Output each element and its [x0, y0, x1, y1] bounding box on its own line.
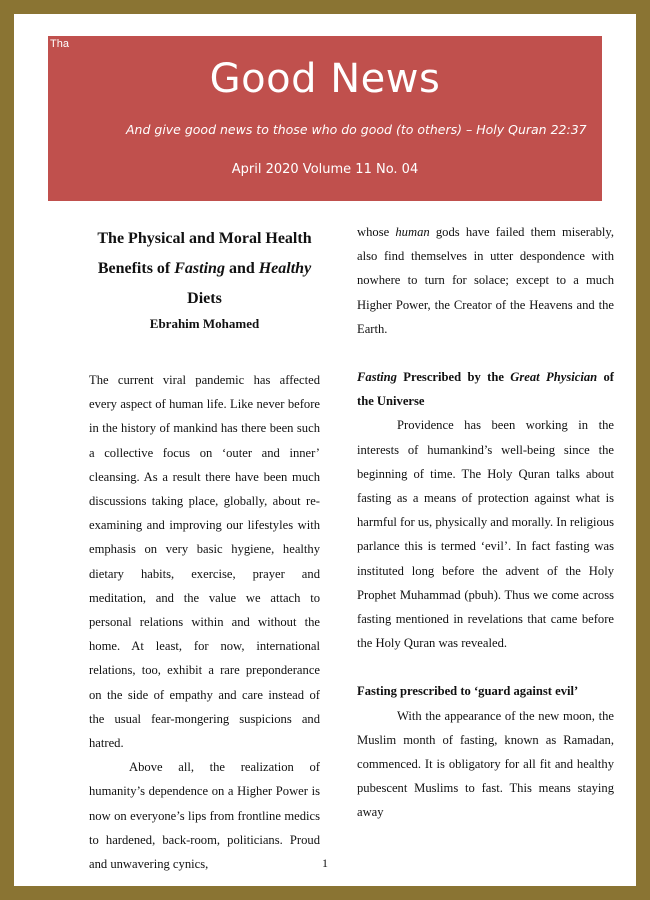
page-number: 1	[322, 856, 328, 870]
paragraph-2: Above all, the realization of humanity’s dependence on a Higher Power is now on everyone’s lips from frontline medics to hardened, back-room, politicians. Proud and unwavering cynics,	[89, 760, 320, 872]
article-author: Ebrahim Mohamed	[149, 316, 260, 331]
section-heading-guard-against-evil: Fasting prescribed to ‘guard against evil’	[357, 684, 579, 699]
masthead-quote: And give good news to those who do good (to others) – Holy Quran 22:37	[126, 122, 587, 137]
paragraph-1: The current viral pandemic has affected every aspect of human life. Like never before in the history of mankind has there been such a collective focus on ‘outer and inner’ cleansing. As a result there have been much discussions taking place, globally, about re-examining and improving our lifestyles with emphasis on very basic hygiene, healthy dietary habits, exercise, prayer and meditation, and the value we attach to personal relations within and without the home. At least, for now, international relations, too, exhibit a rare preponderance on the side of empathy and care instead of the usual fear-mongering suspicions and hatred.	[89, 373, 320, 751]
page	[14, 14, 636, 886]
issue-info: April 2020 Volume 11 No. 04	[231, 162, 419, 177]
paragraph-3: whose human gods have failed them miserably, also find themselves in utter despondence with nowhere to turn for solace; except to a much Higher Power, the Creator of the Heavens and the Earth.	[357, 225, 615, 336]
paragraph-5: With the appearance of the new moon, the Muslim month of fasting, known as Ramadan, commenced. It is obligatory for all fit and healthy pubescent Muslims to fast. This means staying away	[357, 708, 614, 820]
corner-text: Tha	[50, 38, 69, 50]
masthead-banner	[48, 36, 602, 201]
newsletter-title: Good News	[209, 56, 441, 102]
left-column	[89, 224, 320, 876]
section-heading-fasting-prescribed: Fasting Prescribed by the Great Physician of the Universe	[357, 370, 614, 409]
paragraph-4: Providence has been working in the interests of humankind’s well-being since the beginning of time. The Holy Quran talks about fasting as a means of protection against what is harmful for us, physically and morally. In religious parlance this is termed ‘evil’. In fact fasting was instituted long before the advent of the Holy Prophet Muhammad (pbuh). Thus we come across fasting mentioned in revelations that came before the Holy Quran was revealed.	[357, 418, 614, 651]
article-title: The Physical and Moral Health Benefits of Fasting and Healthy Diets	[97, 230, 312, 307]
right-column	[357, 220, 614, 825]
